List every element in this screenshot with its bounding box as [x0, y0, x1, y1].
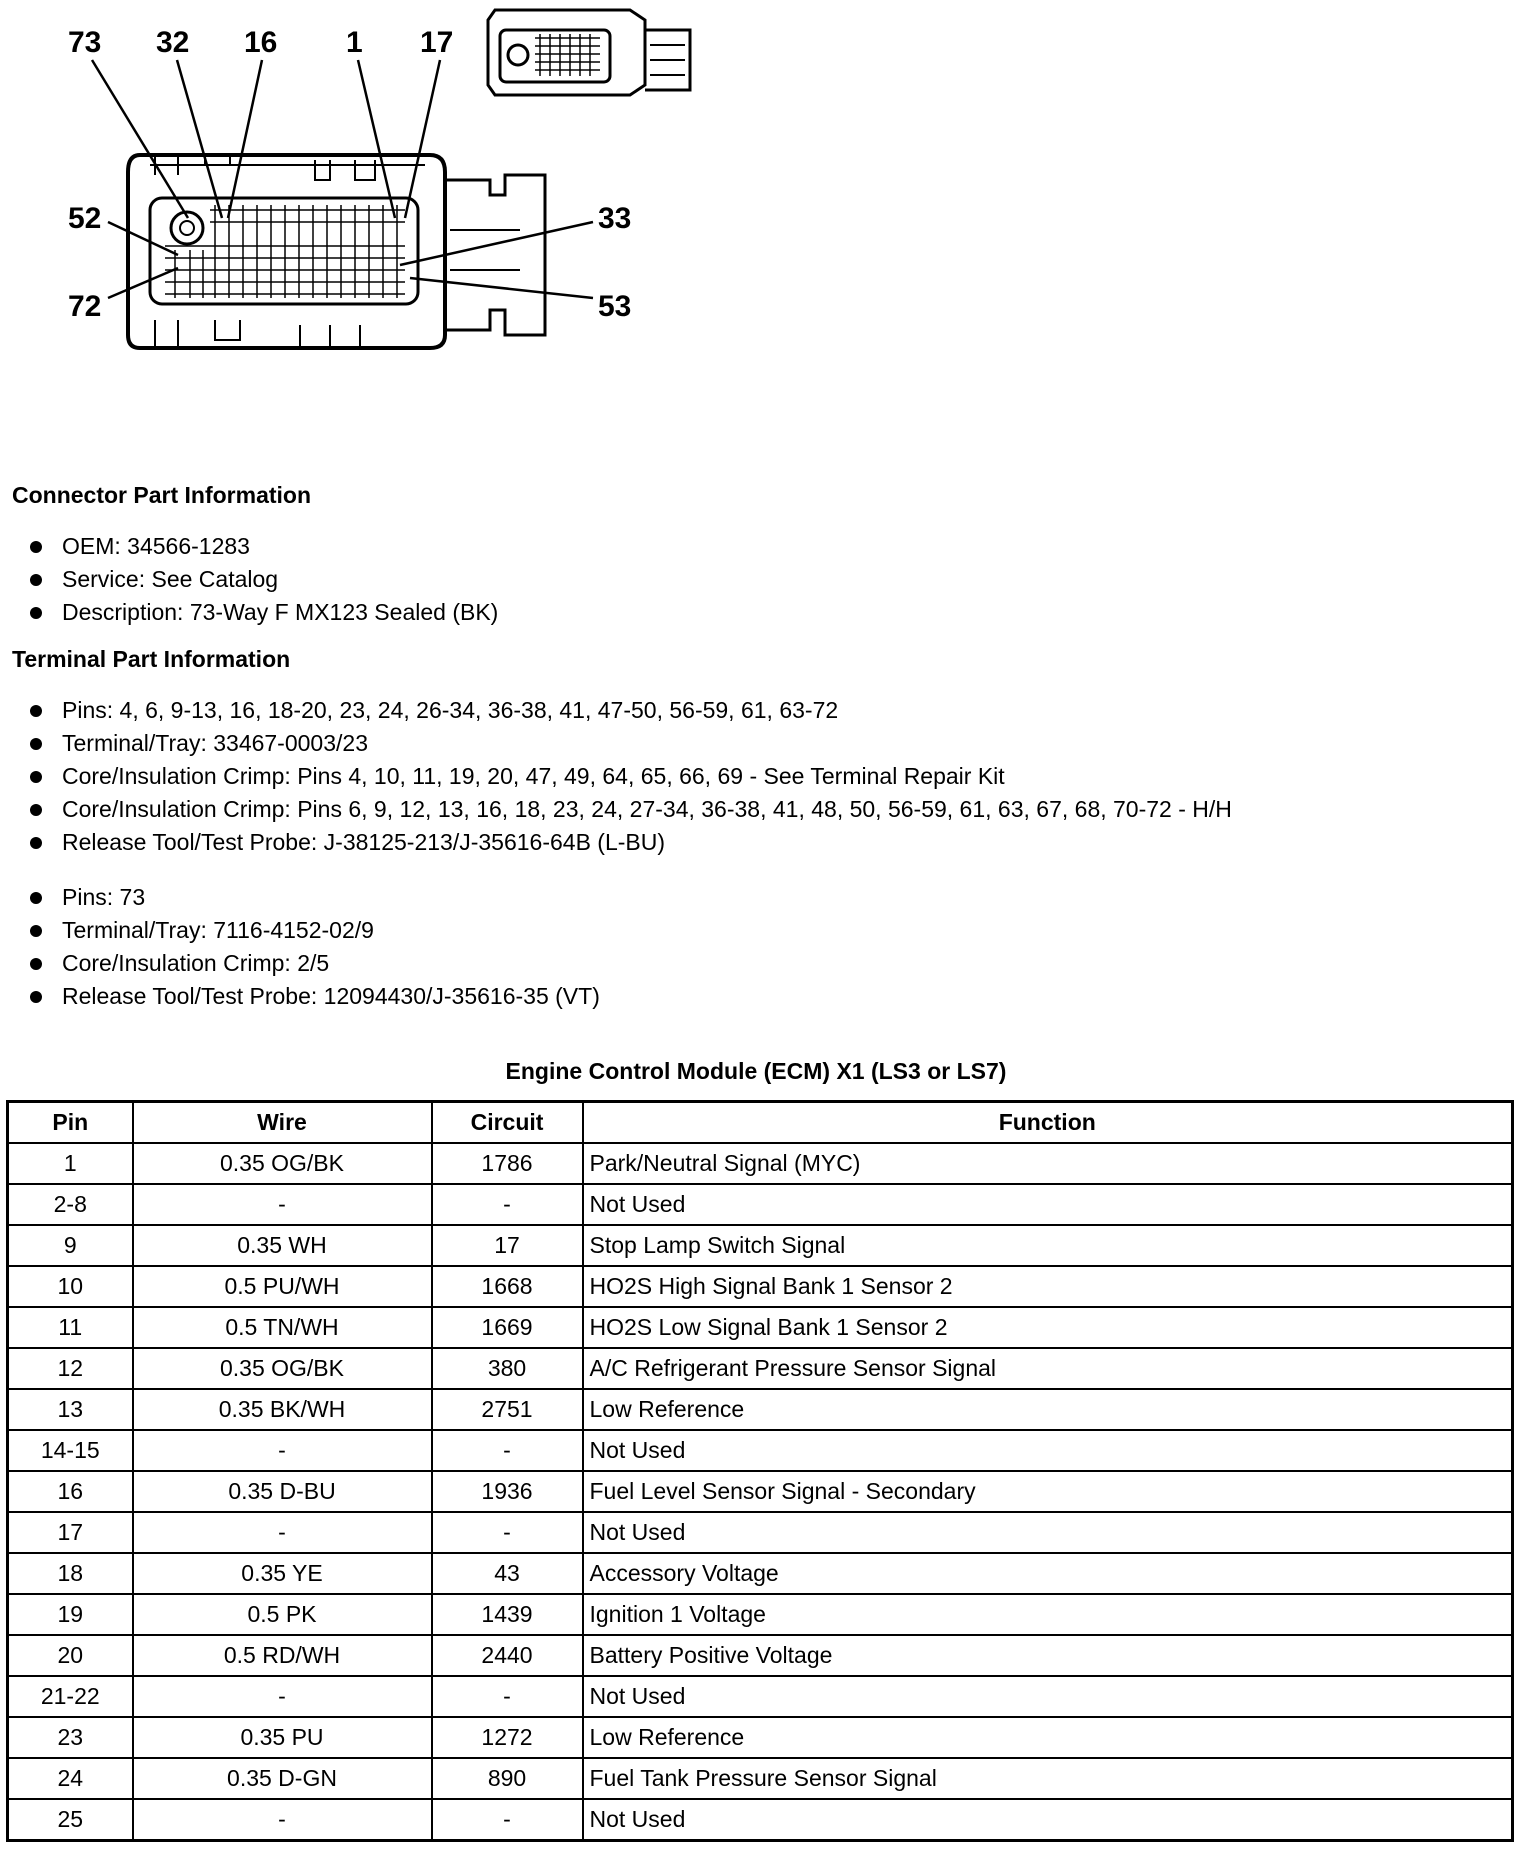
- list-item: Pins: 4, 6, 9-13, 16, 18-20, 23, 24, 26-34, 36-38, 41, 47-50, 56-59, 61, 63-72: [12, 694, 1232, 727]
- cell-wire: 0.35 OG/BK: [133, 1348, 432, 1389]
- list-item: OEM: 34566-1283: [12, 530, 498, 563]
- cell-wire: 0.5 TN/WH: [133, 1307, 432, 1348]
- cell-function: Not Used: [583, 1676, 1513, 1717]
- cell-pin: 23: [8, 1717, 133, 1758]
- list-item: Release Tool/Test Probe: 12094430/J-35616-35 (VT): [12, 980, 1232, 1013]
- cell-function: Low Reference: [583, 1717, 1513, 1758]
- list-item: Service: See Catalog: [12, 563, 498, 596]
- cell-pin: 14-15: [8, 1430, 133, 1471]
- cell-function: Not Used: [583, 1430, 1513, 1471]
- cell-pin: 19: [8, 1594, 133, 1635]
- callout-label-17: 17: [420, 26, 454, 59]
- connector-face-view: [92, 60, 593, 348]
- terminal-list-group2: [12, 881, 1232, 1013]
- cell-pin: 12: [8, 1348, 133, 1389]
- cell-circuit: -: [432, 1184, 583, 1225]
- cell-function: HO2S Low Signal Bank 1 Sensor 2: [583, 1307, 1513, 1348]
- cell-wire: 0.35 D-BU: [133, 1471, 432, 1512]
- table-body: [8, 1143, 1513, 1841]
- list-item: Description: 73-Way F MX123 Sealed (BK): [12, 596, 498, 629]
- connector-list: [12, 530, 498, 629]
- cell-pin: 10: [8, 1266, 133, 1307]
- table-row: [8, 1307, 1513, 1348]
- cell-function: Ignition 1 Voltage: [583, 1594, 1513, 1635]
- connector-part-info: [12, 482, 498, 629]
- cell-function: A/C Refrigerant Pressure Sensor Signal: [583, 1348, 1513, 1389]
- cell-wire: -: [133, 1512, 432, 1553]
- callout-label-16: 16: [244, 26, 278, 59]
- cell-pin: 2-8: [8, 1184, 133, 1225]
- table-row: [8, 1143, 1513, 1184]
- list-item: Core/Insulation Crimp: Pins 6, 9, 12, 13, 16, 18, 23, 24, 27-34, 36-38, 41, 48, 50, 56-59, 61, 63, 67, 68, 70-72 - H/H: [12, 793, 1232, 826]
- cell-wire: 0.35 BK/WH: [133, 1389, 432, 1430]
- cell-function: Not Used: [583, 1799, 1513, 1841]
- table-row: [8, 1266, 1513, 1307]
- header-pin: Pin: [8, 1102, 133, 1144]
- callout-label-52: 52: [68, 202, 102, 235]
- cell-function: HO2S High Signal Bank 1 Sensor 2: [583, 1266, 1513, 1307]
- table-row: [8, 1184, 1513, 1225]
- connector-iso-view: [488, 10, 690, 95]
- cell-pin: 13: [8, 1389, 133, 1430]
- cell-circuit: -: [432, 1512, 583, 1553]
- table-row: [8, 1471, 1513, 1512]
- cell-wire: 0.35 YE: [133, 1553, 432, 1594]
- cell-circuit: 380: [432, 1348, 583, 1389]
- cell-wire: 0.35 WH: [133, 1225, 432, 1266]
- list-item: Core/Insulation Crimp: Pins 4, 10, 11, 19, 20, 47, 49, 64, 65, 66, 69 - See Terminal Repair Kit: [12, 760, 1232, 793]
- callout-label-72: 72: [68, 290, 102, 323]
- cell-circuit: 2440: [432, 1635, 583, 1676]
- cell-wire: 0.35 OG/BK: [133, 1143, 432, 1184]
- cell-function: Stop Lamp Switch Signal: [583, 1225, 1513, 1266]
- cell-function: Battery Positive Voltage: [583, 1635, 1513, 1676]
- cell-circuit: -: [432, 1676, 583, 1717]
- cell-wire: -: [133, 1676, 432, 1717]
- cell-wire: -: [133, 1799, 432, 1841]
- cell-circuit: 1936: [432, 1471, 583, 1512]
- cell-pin: 1: [8, 1143, 133, 1184]
- table-title: [0, 1058, 1520, 1085]
- table-header-row: [8, 1102, 1513, 1144]
- cell-circuit: -: [432, 1799, 583, 1841]
- callout-label-53: 53: [598, 290, 632, 323]
- table-row: [8, 1594, 1513, 1635]
- table-row: [8, 1758, 1513, 1799]
- cell-pin: 16: [8, 1471, 133, 1512]
- list-item: Terminal/Tray: 33467-0003/23: [12, 727, 1232, 760]
- connector-drawing: [0, 0, 1520, 380]
- callout-label-73: 73: [68, 26, 102, 59]
- cell-pin: 18: [8, 1553, 133, 1594]
- cell-pin: 9: [8, 1225, 133, 1266]
- cell-function: Fuel Level Sensor Signal - Secondary: [583, 1471, 1513, 1512]
- list-item: Pins: 73: [12, 881, 1232, 914]
- cell-circuit: 1272: [432, 1717, 583, 1758]
- cell-function: Not Used: [583, 1184, 1513, 1225]
- terminal-list-group1: [12, 694, 1232, 859]
- table-row: [8, 1717, 1513, 1758]
- list-item: Release Tool/Test Probe: J-38125-213/J-35616-64B (L-BU): [12, 826, 1232, 859]
- callout-label-33: 33: [598, 202, 632, 235]
- callout-label-32: 32: [156, 26, 190, 59]
- table-row: [8, 1512, 1513, 1553]
- cell-pin: 17: [8, 1512, 133, 1553]
- cell-function: Not Used: [583, 1512, 1513, 1553]
- connector-diagram: [0, 0, 1520, 380]
- cell-wire: -: [133, 1184, 432, 1225]
- terminal-heading: Terminal Part Information: [12, 646, 291, 672]
- table-row: [8, 1430, 1513, 1471]
- header-circuit: Circuit: [432, 1102, 583, 1144]
- cell-pin: 20: [8, 1635, 133, 1676]
- cell-function: Accessory Voltage: [583, 1553, 1513, 1594]
- table-title-text: Engine Control Module (ECM) X1 (LS3 or LS7): [505, 1058, 1007, 1084]
- table-row: [8, 1676, 1513, 1717]
- table-row: [8, 1635, 1513, 1676]
- connector-heading: Connector Part Information: [12, 482, 312, 508]
- table-row: [8, 1225, 1513, 1266]
- cell-wire: 0.5 RD/WH: [133, 1635, 432, 1676]
- cell-circuit: 17: [432, 1225, 583, 1266]
- callout-label-1: 1: [346, 26, 363, 59]
- cell-pin: 24: [8, 1758, 133, 1799]
- terminal-part-info: [12, 646, 1232, 1013]
- table-row: [8, 1389, 1513, 1430]
- table-row: [8, 1553, 1513, 1594]
- cell-circuit: -: [432, 1430, 583, 1471]
- header-function: Function: [583, 1102, 1513, 1144]
- cell-pin: 11: [8, 1307, 133, 1348]
- cell-wire: 0.5 PU/WH: [133, 1266, 432, 1307]
- list-item: Core/Insulation Crimp: 2/5: [12, 947, 1232, 980]
- cell-circuit: 43: [432, 1553, 583, 1594]
- cell-circuit: 1669: [432, 1307, 583, 1348]
- cell-wire: 0.5 PK: [133, 1594, 432, 1635]
- table-row: [8, 1348, 1513, 1389]
- cell-circuit: 2751: [432, 1389, 583, 1430]
- cell-pin: 21-22: [8, 1676, 133, 1717]
- cell-circuit: 1439: [432, 1594, 583, 1635]
- cell-circuit: 890: [432, 1758, 583, 1799]
- cell-wire: 0.35 PU: [133, 1717, 432, 1758]
- pin-table: [6, 1100, 1514, 1842]
- cell-function: Low Reference: [583, 1389, 1513, 1430]
- cell-function: Fuel Tank Pressure Sensor Signal: [583, 1758, 1513, 1799]
- cell-circuit: 1786: [432, 1143, 583, 1184]
- cell-pin: 25: [8, 1799, 133, 1841]
- cell-wire: -: [133, 1430, 432, 1471]
- cell-circuit: 1668: [432, 1266, 583, 1307]
- cell-wire: 0.35 D-GN: [133, 1758, 432, 1799]
- table-row: [8, 1799, 1513, 1841]
- cell-function: Park/Neutral Signal (MYC): [583, 1143, 1513, 1184]
- list-item: Terminal/Tray: 7116-4152-02/9: [12, 914, 1232, 947]
- header-wire: Wire: [133, 1102, 432, 1144]
